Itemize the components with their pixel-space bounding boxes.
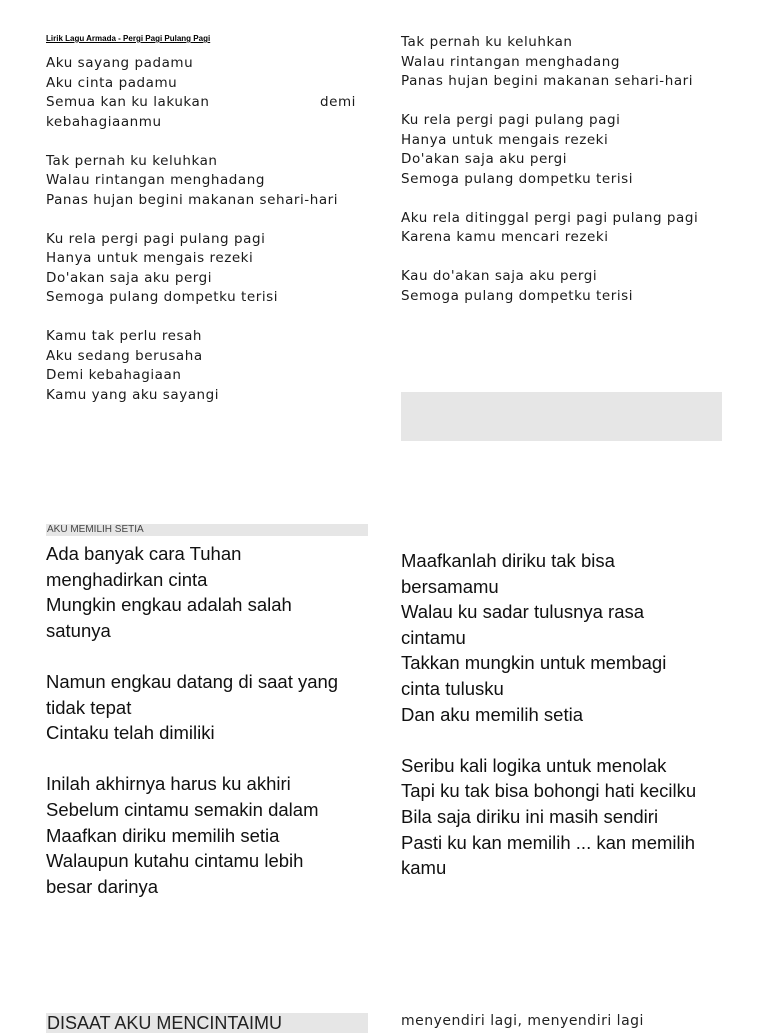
lyric-line: Ku rela pergi pagi pulang pagi (401, 112, 621, 128)
stanza-gap (401, 248, 741, 268)
lyric-line: Tak pernah ku keluhkan (46, 152, 218, 169)
stanza-gap (401, 92, 741, 112)
lyrics-line-menyendiri: menyendiri lagi, menyendiri lagi (401, 1013, 644, 1029)
lyric-line: Inilah akhirnya harus ku akhiri (46, 773, 291, 795)
lyric-line: bersamamu (401, 575, 499, 597)
lyric-line: Mungkin engkau adalah salah (46, 594, 292, 616)
lyrics-word-demi: demi (320, 94, 356, 110)
lyric-line: Walau rintangan menghadang (46, 172, 265, 188)
lyric-line: Semoga pulang dompetku terisi (401, 287, 634, 304)
lyric-line: Do'akan saja aku pergi (401, 151, 568, 167)
stanza-gap (46, 132, 366, 152)
lyric-line: Semoga pulang dompetku terisi (46, 289, 279, 305)
stanza-gap (46, 643, 376, 669)
gray-block (401, 392, 722, 441)
lyric-line: kamu (401, 857, 447, 879)
lyric-line: Ku rela pergi pagi pulang pagi (46, 230, 266, 247)
lyric-line: Kamu tak perlu resah (46, 328, 203, 344)
lyric-line: Walaupun kutahu cintamu lebih (46, 850, 304, 872)
song-title-aku-memilih-setia: AKU MEMILIH SETIA (46, 524, 368, 536)
lyric-line: Aku cinta padamu (46, 74, 178, 91)
lyrics-column-left-2 (46, 541, 376, 899)
lyric-line: Maafkan diriku memilih setia (46, 824, 280, 846)
lyric-line: tidak tepat (46, 696, 132, 718)
lyric-line: menghadirkan cinta (46, 568, 208, 590)
stanza-gap (46, 210, 366, 230)
lyric-line: Karena kamu mencari rezeki (401, 229, 609, 245)
lyric-line: Hanya untuk mengais rezeki (401, 131, 609, 148)
lyric-line: satunya (46, 619, 111, 641)
lyric-line: Dan aku memilih setia (401, 703, 583, 725)
lyric-line: Panas hujan begini makanan sehari-hari (46, 191, 339, 208)
lyric-line: Pasti ku kan memilih ... kan memilih (401, 831, 696, 853)
lyric-line: cintamu (401, 626, 466, 648)
lyric-line: Takkan mungkin untuk membagi (401, 652, 667, 674)
lyric-line: Aku sedang berusaha (46, 347, 203, 364)
lyrics-column-left (46, 54, 366, 405)
lyric-line: Tak pernah ku keluhkan (401, 34, 573, 50)
lyric-line: Kamu yang aku sayangi (46, 386, 220, 403)
lyric-line: Cintaku telah dimiliki (46, 722, 215, 744)
song-title-disaat-aku-mencintaimu: DISAAT AKU MENCINTAIMU (46, 1013, 368, 1033)
lyric-line: besar darinya (46, 875, 159, 897)
lyric-line: Panas hujan begini makanan sehari-hari (401, 73, 694, 89)
lyric-line: Walau rintangan menghadang (401, 53, 620, 70)
song-title-armada: Lirik Lagu Armada - Pergi Pagi Pulang Pagi (46, 34, 211, 43)
lyric-line: cinta tulusku (401, 677, 504, 699)
lyric-line: Kau do'akan saja aku pergi (401, 268, 598, 284)
lyric-line: Do'akan saja aku pergi (46, 269, 213, 286)
lyrics-column-right-2 (401, 548, 741, 881)
lyric-line: Aku rela ditinggal pergi pagi pulang pagi (401, 209, 699, 226)
lyric-line: Semoga pulang dompetku terisi (401, 170, 634, 187)
lyric-line: Walau ku sadar tulusnya rasa (401, 601, 645, 623)
lyric-line: Ada banyak cara Tuhan (46, 543, 242, 564)
lyric-line: Demi kebahagiaan (46, 367, 182, 383)
lyric-line: Maafkanlah diriku tak bisa (401, 550, 615, 571)
lyric-line: Sebelum cintamu semakin dalam (46, 798, 319, 820)
stanza-gap (401, 727, 741, 753)
stanza-gap (401, 189, 741, 209)
lyric-line: Semua kan ku lakukan (46, 94, 210, 110)
stanza-gap (46, 746, 376, 772)
lyric-line: kebahagiaanmu (46, 113, 162, 130)
lyric-line: Seribu kali logika untuk menolak (401, 754, 667, 776)
lyric-line: Hanya untuk mengais rezeki (46, 250, 254, 266)
lyrics-column-right (401, 33, 741, 306)
stanza-gap (46, 308, 366, 328)
lyric-line: Bila saja diriku ini masih sendiri (401, 805, 659, 827)
lyric-line: Namun engkau datang di saat yang (46, 670, 339, 692)
lyric-line: Tapi ku tak bisa bohongi hati kecilku (401, 780, 697, 802)
lyric-line: Aku sayang padamu (46, 55, 194, 71)
